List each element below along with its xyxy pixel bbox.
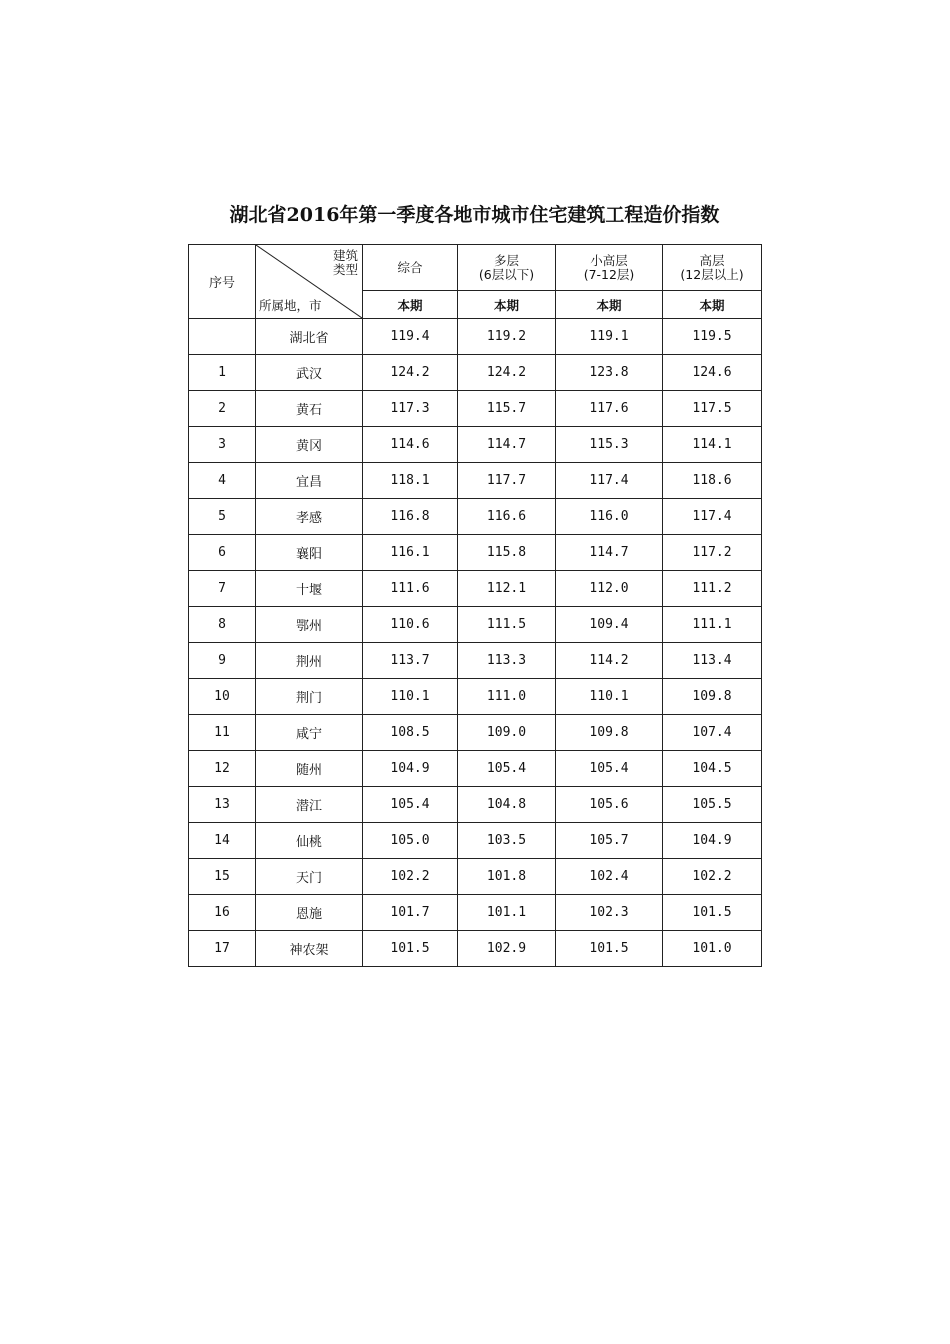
row-number: 14 — [189, 823, 256, 859]
index-value: 101.5 — [556, 931, 663, 967]
index-value: 117.4 — [663, 499, 762, 535]
index-value: 113.3 — [458, 643, 556, 679]
index-value: 119.4 — [363, 319, 458, 355]
index-value: 105.4 — [363, 787, 458, 823]
index-value: 116.8 — [363, 499, 458, 535]
row-number: 17 — [189, 931, 256, 967]
period-header: 本期 — [363, 291, 458, 319]
city-name: 武汉 — [256, 355, 363, 391]
index-value: 119.2 — [458, 319, 556, 355]
city-name: 潜江 — [256, 787, 363, 823]
index-value: 110.1 — [363, 679, 458, 715]
index-value: 104.8 — [458, 787, 556, 823]
index-value: 114.6 — [363, 427, 458, 463]
index-value: 101.5 — [363, 931, 458, 967]
city-name: 襄阳 — [256, 535, 363, 571]
table-row — [189, 571, 762, 607]
row-number: 5 — [189, 499, 256, 535]
category-header-multistory — [458, 245, 556, 291]
city-name: 天门 — [256, 859, 363, 895]
index-value: 111.0 — [458, 679, 556, 715]
row-number: 12 — [189, 751, 256, 787]
category-sublabel: (7-12层) — [583, 266, 635, 282]
index-value: 118.6 — [663, 463, 762, 499]
index-value: 109.4 — [556, 607, 663, 643]
table-row — [189, 859, 762, 895]
city-name: 仙桃 — [256, 823, 363, 859]
index-value: 115.3 — [556, 427, 663, 463]
index-value: 105.6 — [556, 787, 663, 823]
index-value: 111.1 — [663, 607, 762, 643]
city-name: 恩施 — [256, 895, 363, 931]
index-value: 108.5 — [363, 715, 458, 751]
period-header: 本期 — [556, 291, 663, 319]
index-value: 113.4 — [663, 643, 762, 679]
index-value: 105.5 — [663, 787, 762, 823]
table-row — [189, 319, 762, 355]
city-name: 黄冈 — [256, 427, 363, 463]
index-value: 123.8 — [556, 355, 663, 391]
row-number: 9 — [189, 643, 256, 679]
location-label: 所属地，市 — [259, 298, 322, 313]
index-value: 104.9 — [363, 751, 458, 787]
table-row — [189, 679, 762, 715]
row-number: 10 — [189, 679, 256, 715]
table-row — [189, 895, 762, 931]
row-number: 3 — [189, 427, 256, 463]
index-value: 110.1 — [556, 679, 663, 715]
index-value: 118.1 — [363, 463, 458, 499]
index-value: 102.4 — [556, 859, 663, 895]
table-row — [189, 643, 762, 679]
index-value: 114.7 — [556, 535, 663, 571]
index-value: 114.1 — [663, 427, 762, 463]
category-sublabel: (6层以下) — [478, 266, 535, 282]
index-value: 117.7 — [458, 463, 556, 499]
index-value: 101.5 — [663, 895, 762, 931]
row-number: 4 — [189, 463, 256, 499]
city-name: 荆州 — [256, 643, 363, 679]
table-row — [189, 607, 762, 643]
category-label: 高层 — [699, 252, 725, 268]
building-type-line2: 类型 — [332, 262, 358, 277]
index-value: 101.0 — [663, 931, 762, 967]
index-value: 119.5 — [663, 319, 762, 355]
city-name: 湖北省 — [256, 319, 363, 355]
city-name: 十堰 — [256, 571, 363, 607]
table-row — [189, 787, 762, 823]
row-number: 11 — [189, 715, 256, 751]
index-value: 119.1 — [556, 319, 663, 355]
row-number — [189, 319, 256, 355]
index-value: 109.8 — [663, 679, 762, 715]
table-row — [189, 535, 762, 571]
table-row — [189, 823, 762, 859]
index-value: 101.7 — [363, 895, 458, 931]
city-name: 荆门 — [256, 679, 363, 715]
index-value: 109.0 — [458, 715, 556, 751]
seq-header: 序号 — [189, 245, 256, 319]
index-value: 103.5 — [458, 823, 556, 859]
index-value: 102.2 — [363, 859, 458, 895]
index-value: 124.6 — [663, 355, 762, 391]
category-header-highrise — [663, 245, 762, 291]
index-value: 104.9 — [663, 823, 762, 859]
index-value: 101.8 — [458, 859, 556, 895]
city-name: 黄石 — [256, 391, 363, 427]
table-row — [189, 931, 762, 967]
index-value: 117.3 — [363, 391, 458, 427]
index-value: 101.1 — [458, 895, 556, 931]
index-value: 105.4 — [458, 751, 556, 787]
row-number: 13 — [189, 787, 256, 823]
diagonal-header-cell — [256, 245, 363, 319]
index-value: 114.7 — [458, 427, 556, 463]
table-row — [189, 391, 762, 427]
index-value: 116.1 — [363, 535, 458, 571]
index-value: 115.8 — [458, 535, 556, 571]
table-row — [189, 427, 762, 463]
period-header: 本期 — [458, 291, 556, 319]
table-body — [189, 319, 762, 967]
row-number: 1 — [189, 355, 256, 391]
table-row — [189, 499, 762, 535]
index-value: 112.1 — [458, 571, 556, 607]
index-value: 104.5 — [663, 751, 762, 787]
index-value: 105.4 — [556, 751, 663, 787]
index-value: 111.2 — [663, 571, 762, 607]
table-row — [189, 715, 762, 751]
index-value: 116.0 — [556, 499, 663, 535]
category-header-composite — [363, 245, 458, 291]
row-number: 7 — [189, 571, 256, 607]
city-name: 鄂州 — [256, 607, 363, 643]
category-label: 多层 — [493, 252, 519, 268]
page-title: 湖北省2016年第一季度各地市城市住宅建筑工程造价指数 — [229, 204, 720, 226]
index-value: 115.7 — [458, 391, 556, 427]
table-row — [189, 463, 762, 499]
index-value: 109.8 — [556, 715, 663, 751]
category-sublabel: (12层以上) — [680, 266, 744, 282]
row-number: 6 — [189, 535, 256, 571]
row-number: 8 — [189, 607, 256, 643]
index-value: 117.6 — [556, 391, 663, 427]
city-name: 神农架 — [256, 931, 363, 967]
index-value: 112.0 — [556, 571, 663, 607]
index-value: 105.0 — [363, 823, 458, 859]
index-value: 111.5 — [458, 607, 556, 643]
row-number: 15 — [189, 859, 256, 895]
index-value: 124.2 — [363, 355, 458, 391]
index-value: 107.4 — [663, 715, 762, 751]
table-row — [189, 355, 762, 391]
index-value: 116.6 — [458, 499, 556, 535]
index-value: 117.4 — [556, 463, 663, 499]
index-value: 114.2 — [556, 643, 663, 679]
city-name: 随州 — [256, 751, 363, 787]
category-label: 小高层 — [590, 252, 628, 268]
index-value: 105.7 — [556, 823, 663, 859]
index-value: 102.3 — [556, 895, 663, 931]
table-row — [189, 751, 762, 787]
city-name: 宜昌 — [256, 463, 363, 499]
city-name: 咸宁 — [256, 715, 363, 751]
category-header-midrise — [556, 245, 663, 291]
index-value: 102.9 — [458, 931, 556, 967]
index-value: 124.2 — [458, 355, 556, 391]
index-value: 102.2 — [663, 859, 762, 895]
index-value: 110.6 — [363, 607, 458, 643]
category-label: 综合 — [397, 259, 423, 275]
index-value: 117.2 — [663, 535, 762, 571]
index-value: 113.7 — [363, 643, 458, 679]
building-type-line1: 建筑 — [332, 248, 358, 263]
period-header: 本期 — [663, 291, 762, 319]
building-type-label — [333, 249, 358, 277]
city-name: 孝感 — [256, 499, 363, 535]
row-number: 2 — [189, 391, 256, 427]
row-number: 16 — [189, 895, 256, 931]
index-value: 117.5 — [663, 391, 762, 427]
index-value: 111.6 — [363, 571, 458, 607]
cost-index-table — [188, 244, 762, 967]
